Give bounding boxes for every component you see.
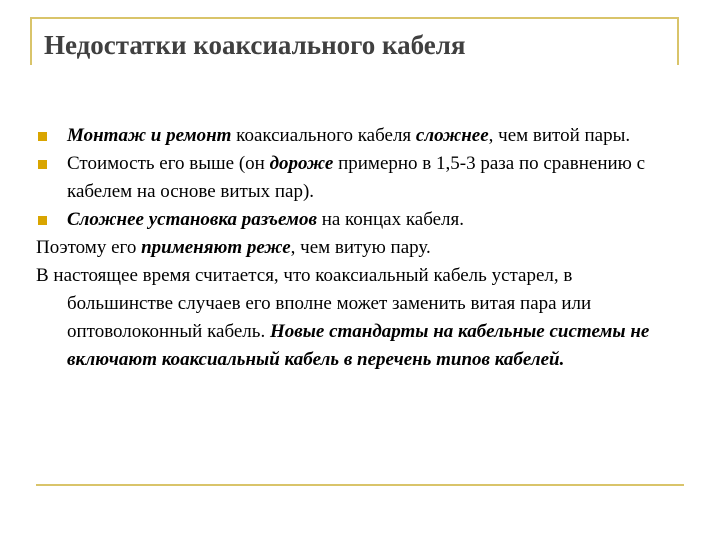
bullet-3-text: на концах кабеля.	[316, 209, 465, 230]
bullet-item-1	[36, 122, 676, 150]
title-frame-left-line	[30, 17, 32, 65]
paragraph-2	[36, 262, 676, 374]
bullet-2-text-2: примерно в 1,5-3 раза по сравнению с кабелем на основе витых пар).	[67, 153, 646, 202]
paragraph-1-text-1: Поэтому его	[36, 237, 142, 258]
square-bullet-icon	[38, 216, 47, 225]
paragraph-1-emphasis: применяют реже	[141, 237, 291, 258]
bullet-1-emphasis-2: сложнее	[415, 125, 489, 146]
paragraph-1	[36, 234, 676, 262]
square-bullet-icon	[38, 160, 47, 169]
bullet-item-3	[36, 206, 676, 234]
bottom-divider-line	[36, 484, 684, 486]
slide-body	[36, 122, 676, 374]
title-frame-right-line	[677, 17, 679, 65]
bullet-item-2	[36, 150, 676, 206]
bullet-2-text-1: Стоимость его выше (он	[67, 153, 270, 174]
square-bullet-icon	[38, 132, 47, 141]
bullet-1-emphasis-1: Монтаж и ремонт	[67, 125, 232, 146]
bullet-1-text-2: , чем витой пары.	[488, 125, 631, 146]
paragraph-1-text-2: , чем витую пару.	[290, 237, 431, 258]
slide-title: Недостатки коаксиального кабеля	[44, 30, 466, 60]
paragraph-2-text: В настоящее время считается, что коаксиальный кабель устарел, в большинстве случаев его вполне может заменить витая пара или оптоволоконный кабель.	[36, 265, 592, 342]
bullet-2-emphasis: дороже	[269, 153, 334, 174]
title-frame-top-line	[30, 17, 679, 19]
bullet-1-text-1: коаксиального кабеля	[231, 125, 416, 146]
paragraph-2-emphasis: Новые стандарты на кабельные системы не включают коаксиальный кабель в перечень типов кабелей.	[67, 321, 650, 370]
bullet-3-emphasis: Сложнее установка разъемов	[67, 209, 317, 230]
